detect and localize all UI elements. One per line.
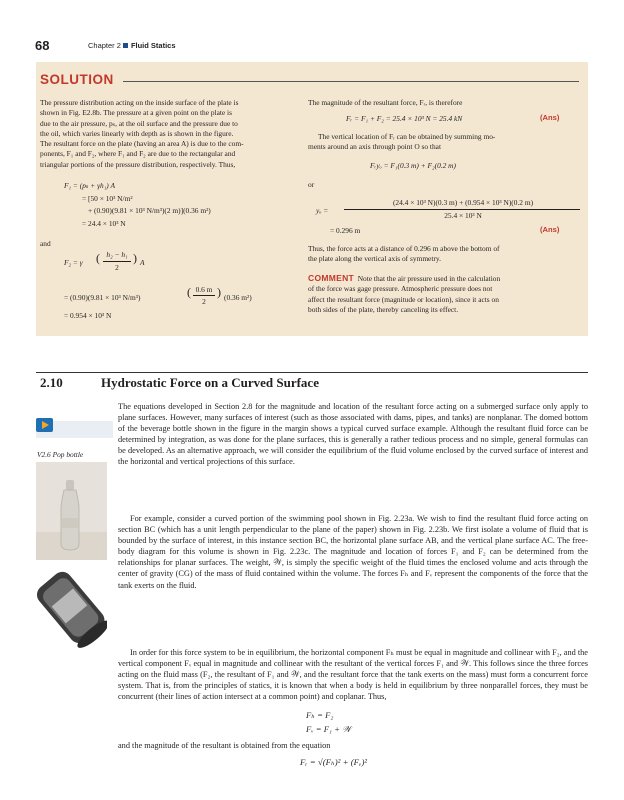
section-title: Hydrostatic Force on a Curved Surface [101, 375, 319, 390]
text-line: the oil, which varies linearly with depth as is shown in the figure. [40, 128, 234, 138]
page-number: 68 [35, 38, 50, 53]
text-line: ponents, F₁ and F₂, where F₁ and F₂ are due to the rectangular and [40, 149, 236, 159]
equation-fv: Fᵥ = F₁ + 𝒲 [306, 724, 352, 734]
solution-heading-rule [123, 81, 579, 82]
f2-line2-denominator: 2 [202, 297, 206, 306]
body-paragraph-1: The equations developed in Section 2.8 for the magnitude and location of the resultant force acting on a submerged surface only apply to plane surfaces. However, many surfaces of interest (such as those associated with dams, pipes, and tanks) are nonplanar. The domed bottom of the beverage bottle shown in the figure in the margin shows a typical curved surface example. Although the resultant fluid force can be determined by integration, as was done for the plane surfaces, this is generally a rather tedious process and no simple, general formulas can be developed. As an alternative approach, we will consider the equilibrium of the fluid volume enclosed by the curved surface of interest and the horizontal and vertical projections of this surface. [118, 402, 588, 467]
text-line: The vertical location of Fᵣ can be obtained by summing mo- [318, 132, 496, 141]
text-line: due to the air pressure, pₛ, at the oil surface and the pressure due to [40, 118, 238, 128]
right-intro: The magnitude of the resultant force, Fᵣ, is therefore [308, 98, 463, 107]
f2-fraction-denominator: 2 [115, 263, 119, 272]
f1-line: = 24.4 × 10³ N [82, 219, 126, 228]
y0-result: = 0.296 m [330, 226, 361, 235]
f1-line: + (0.90)(9.81 × 10³ N/m³)(2 m)](0.36 m²) [88, 206, 211, 215]
video-caption: V2.6 Pop bottle [37, 450, 84, 459]
text-line: Thus, the force acts at a distance of 0.296 m above the bottom of [308, 244, 500, 253]
right-paragraph-3 [308, 244, 586, 265]
or-word: or [308, 180, 315, 189]
resultant-equation: Fᵣ = F₁ + F₂ = 25.4 × 10³ N = 25.4 kN [346, 114, 463, 123]
answer-label: (Ans) [540, 113, 560, 122]
square-bullet-icon [123, 43, 128, 48]
answer-label: (Ans) [540, 225, 560, 234]
section-rule [36, 372, 588, 373]
fraction-bar [193, 295, 215, 296]
f1-line: F₁ = (pₛ + γh₁) A [64, 181, 115, 190]
section-number: 2.10 [40, 375, 63, 390]
right-paragraph-2 [308, 132, 584, 153]
solution-heading: SOLUTION [40, 72, 114, 87]
equation-fr: Fᵣ = √(Fₕ)² + (Fᵥ)² [300, 757, 368, 767]
f2-line2-pre: = (0.90)(9.81 × 10³ N/m³) [64, 293, 141, 302]
f2-line2-numerator: 0.6 m [195, 285, 213, 294]
bottle-bottom-photo [36, 564, 107, 654]
fraction-bar [103, 261, 131, 262]
y0-label: yₒ = [316, 206, 329, 215]
left-paren-icon: ( [187, 285, 191, 299]
f1-equation [64, 181, 115, 191]
equation-fh: Fₕ = F₂ [306, 710, 334, 720]
f2-fraction-numerator: h₂ − h₁ [106, 250, 128, 259]
y0-denominator: 25.4 × 10³ N [444, 211, 482, 220]
moment-equation: Fᵣyₒ = F₁(0.3 m) + F₂(0.2 m) [370, 161, 456, 170]
text-line: of the force was gage pressure. Atmospheric pressure does not [308, 284, 493, 294]
f2-label: F₂ = γ [64, 258, 83, 267]
text-line: triangular portions of the pressure distribution, respectively. Thus, [40, 159, 236, 169]
f2-area-symbol: A [140, 258, 145, 267]
left-paren-icon: ( [96, 251, 100, 265]
text-line: shown in Fig. E2.8b. The pressure at a given point on the plate is [40, 108, 232, 118]
pop-bottle-photo [36, 462, 107, 560]
right-paren-icon: ) [133, 251, 137, 265]
text-line: The pressure distribution acting on the inside surface of the plate is [40, 98, 239, 107]
comment-block [308, 273, 588, 315]
text-line: affect the resultant force (magnitude or location), since it acts on [308, 294, 499, 304]
y0-numerator: (24.4 × 10³ N)(0.3 m) + (0.954 × 10³ N)(0.2 m) [392, 198, 534, 207]
comment-heading: COMMENT [308, 273, 355, 283]
play-icon[interactable] [42, 421, 49, 429]
chapter-title: Fluid Statics [130, 41, 176, 50]
body-paragraph-2: For example, consider a curved portion of the swimming pool shown in Fig. 2.23a. We wish to find the resultant fluid force acting on section BC (which has a unit length perpendicular to the plane of the paper) shown in Fig. 2.23b. We first isolate a volume of fluid that is bounded by the surface of interest, in this instance section BC, the horizontal plane surface AB, and the vertical plane surface AC. The free-body diagram for this volume is shown in Fig. 2.23c. The magnitude and location of forces F₁ and F₂ can be determined from the relationships for planar surfaces. The weight, 𝒲, is simply the specific weight of the fluid times the enclosed volume and acts through the center of gravity (CG) of the mass of fluid contained within the volume. The forces Fₕ and Fᵥ represent the components of the force that the tank exerts on the fluid. [118, 514, 588, 590]
body-paragraph-4: and the magnitude of the resultant is obtained from the equation [118, 741, 331, 750]
running-header [88, 41, 176, 50]
chapter-label: Chapter 2 [88, 41, 121, 50]
text-line: the plate along the vertical axis of symmetry. [308, 254, 441, 264]
body-paragraph-3: In order for this force system to be in equilibrium, the horizontal component Fₕ must be equal in magnitude and collinear with F₂, and the vertical component Fᵥ equal in magnitude and collinear with the resultant of the vertical forces F₁ and 𝒲. This follows since the three forces acting on the fluid mass (F₂, the resultant of F₁ and 𝒲, and the resultant force that the tank exerts on the mass) must form a concurrent force system. That is, from the principles of statics, it is known that when a body is held in equilibrium by three nonparallel forces, they must be concurrent (their lines of action intersect at a common point) and coplanar. Thus, [118, 648, 588, 702]
text-line: The resultant force on the plate (having an area A) is due to the com- [40, 139, 244, 149]
f1-line: = [50 × 10³ N/m² [82, 194, 133, 203]
text-line: COMMENT Note that the air pressure used in the calculation [308, 273, 501, 283]
text-line: ments around an axis through point O so that [308, 142, 442, 152]
f2-line3: = 0.954 × 10³ N [64, 311, 112, 320]
right-paren-icon: ) [217, 285, 221, 299]
solution-left-intro [40, 98, 302, 170]
fraction-bar [344, 209, 580, 210]
f2-line2-post: (0.36 m²) [224, 293, 252, 302]
text-line: both sides of the plate, thereby canceling its effect. [308, 304, 459, 314]
and-word: and [40, 239, 51, 248]
